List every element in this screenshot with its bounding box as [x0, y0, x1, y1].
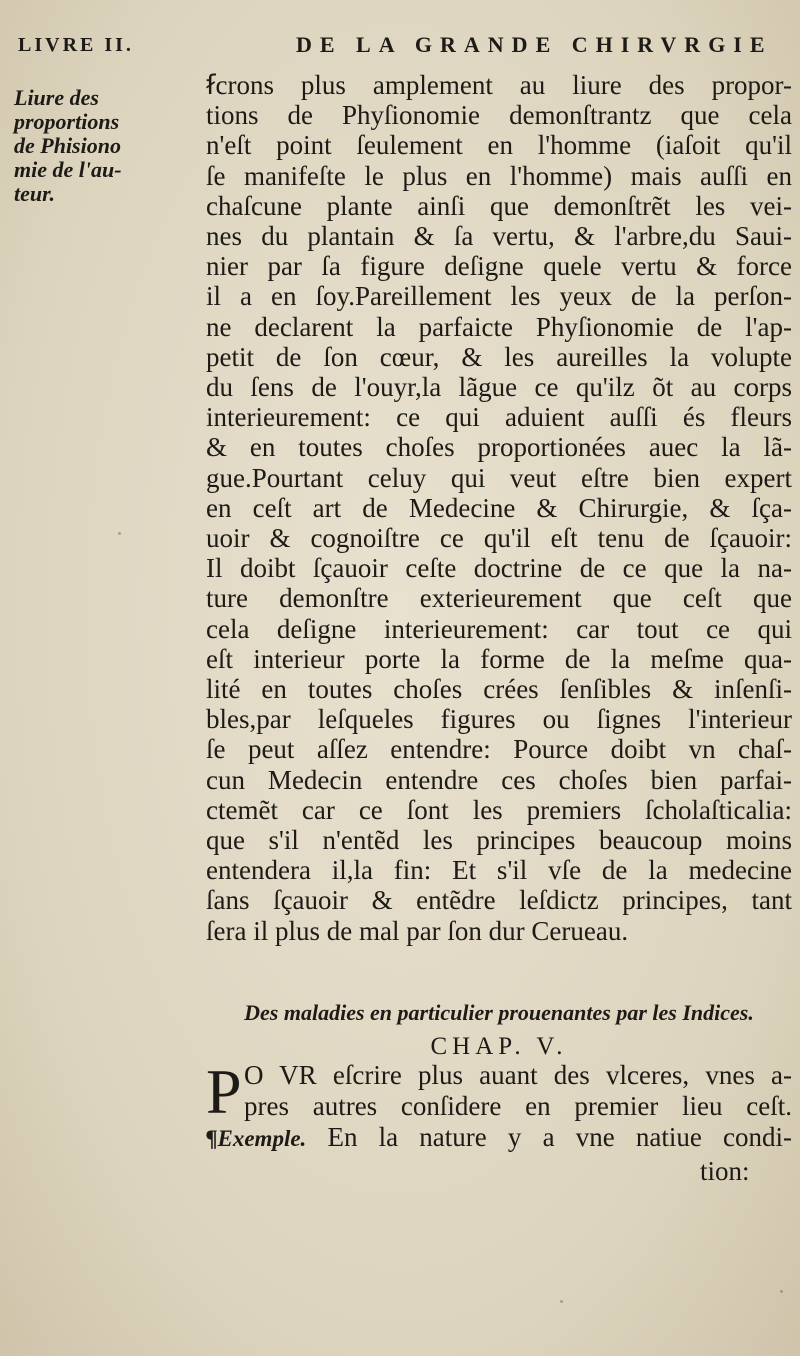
text-line: entendera il,la fin: Et s'il vſe de la medecine [206, 855, 792, 886]
text-line: ẜcrons plus amplement au liure des propor- [206, 70, 792, 100]
text-line: gue.Pourtant celuy qui veut eſtre bien expert [206, 462, 792, 493]
margin-note-line: teur. [14, 181, 55, 206]
chapter-text [206, 1056, 792, 1154]
text-line: ſans ſçauoir & entẽdre leſdictz principes, tant [206, 885, 792, 916]
ink-speck [560, 1300, 563, 1303]
text-line: nier par ſa figure deſigne quele vertu & force [206, 251, 792, 282]
running-head-title: DE LA GRANDE CHIRVRGIE [296, 32, 773, 57]
text-line: cela deſigne interieurement: car tout ce qui [206, 613, 792, 644]
text-line: nes du plantain & ſa vertu, & l'arbre,du Saui- [206, 221, 792, 252]
margin-note [14, 86, 134, 206]
text-line: il a en ſoy.Pareillement les yeux de la perſon- [206, 281, 792, 312]
text-line: ne declarent la parfaicte Phyſionomie de l'ap- [206, 311, 792, 342]
chapter-heading: CHAP. V. [430, 1033, 568, 1060]
body-text [206, 70, 792, 946]
margin-note-line: mie de l'au- [14, 157, 122, 182]
text-line: du ſens de l'ouyr,la lãgue ce qu'ilz õt au corps [206, 372, 792, 403]
text-line: Il doibt ſçauoir ceſte doctrine de ce que la na- [206, 553, 792, 584]
section-title: Des maladies en particulier prouenantes par les Indices. [244, 1000, 754, 1025]
text-line: & en toutes choſes proportionées auec la lã- [206, 432, 792, 463]
text-line: cun Medecin entendre ces choſes bien parfai- [206, 764, 792, 795]
text-line: en ceſt art de Medecine & Chirurgie, & ſça- [206, 492, 792, 523]
text-line: que s'il n'entẽd les principes beaucoup moins [206, 825, 792, 856]
text-line: n'eſt point ſeulement en l'homme (iaſoit qu'il [206, 130, 792, 161]
text-line: bles,par leſqueles figures ou ſignes l'interieur [206, 704, 792, 735]
example-text: En la nature y a vne natiue condi- [306, 1122, 792, 1152]
margin-note-line: de Phisiono [14, 133, 121, 158]
text-line: chaſcune plante ainſi que demonſtrẽt les vei- [206, 190, 792, 221]
running-head-book: LIVRE II. [18, 34, 134, 56]
text-line: interieurement: ce qui aduient auſſi és fleurs [206, 402, 792, 433]
text-line: petit de ſon cœur, & les aureilles la volupte [206, 341, 792, 372]
text-line: ſera il plus de mal par ſon dur Cerueau. [206, 915, 629, 946]
margin-note-line: Liure des [14, 85, 99, 110]
example-label: ¶Exemple. [206, 1126, 307, 1151]
text-line: ture demonſtre exterieurement que ceſt que [206, 583, 792, 614]
catchword: tion: [700, 1156, 750, 1186]
margin-note-line: proportions [14, 109, 120, 134]
text-line: O VR eſcrire plus auant des vlceres, vnes a- [244, 1060, 792, 1090]
drop-cap: P [206, 1056, 242, 1127]
text-line: pres autres conſidere en premier lieu ceſt. [244, 1091, 792, 1121]
text-line [206, 1122, 792, 1154]
text-line: ctemẽt car ce ſont les premiers ſcholaſticalia: [206, 794, 792, 825]
text-line: ſe manifeſte le plus en l'homme) mais auſſi en [206, 160, 792, 191]
text-line: tions de Phyſionomie demonſtrantz que cela [206, 100, 792, 131]
text-line: ſe peut aſſez entendre: Pource doibt vn chaſ- [206, 734, 792, 765]
running-head [0, 26, 800, 66]
text-line: uoir & cognoiſtre ce qu'il eſt tenu de ſçauoir: [206, 523, 792, 554]
text-line: lité en toutes choſes crées ſenſibles & inſenſi- [206, 674, 792, 705]
text-line: eſt interieur porte la forme de la meſme qua- [206, 643, 792, 674]
ink-speck [780, 1290, 783, 1293]
ink-speck [118, 532, 121, 535]
